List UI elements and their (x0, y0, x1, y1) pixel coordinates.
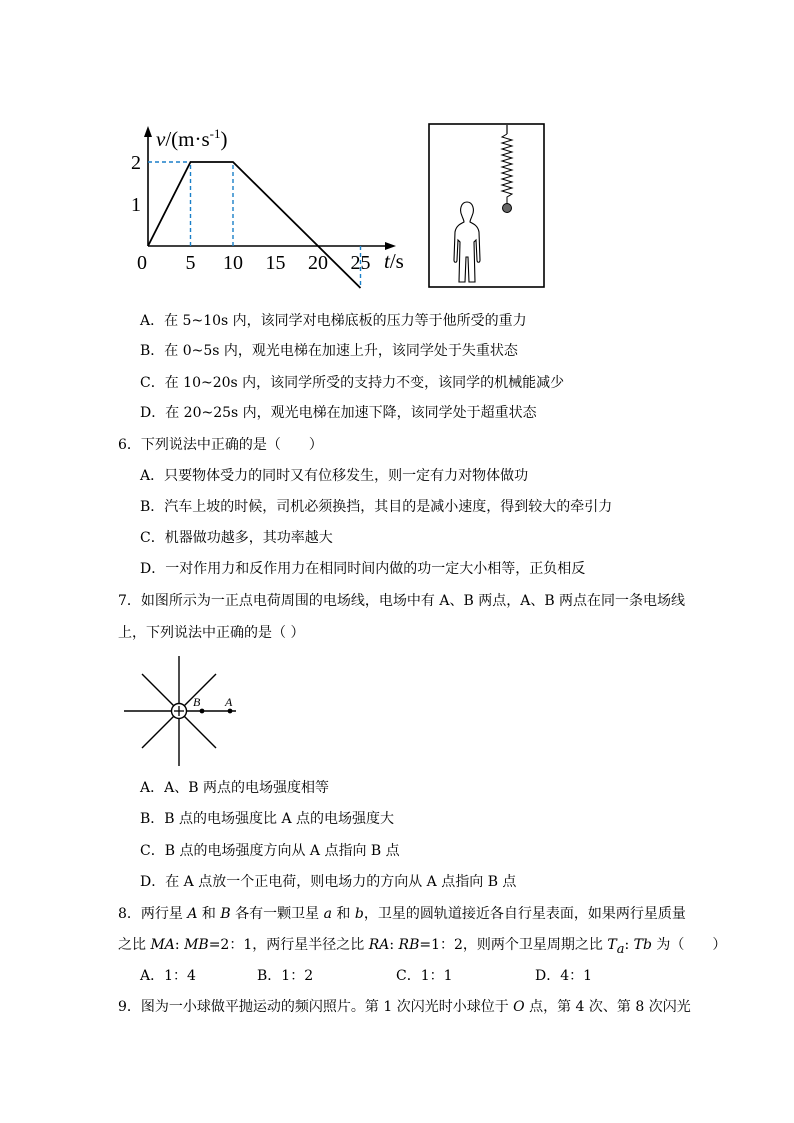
y-tick-label-2: 2 (131, 152, 141, 174)
q5-option-a: A．在 5~10s 内，该同学对电梯底板的压力等于他所受的重力 (140, 313, 527, 329)
q7-option-c: C．B 点的电场强度方向从 A 点指向 B 点 (140, 843, 400, 859)
q6-option-c: C．机器做功越多，其功率越大 (140, 530, 333, 546)
q8-option-c: C．1：1 (396, 968, 453, 984)
x-axis-label: t/s (384, 249, 404, 273)
q7-stem-line2: 上，下列说法中正确的是（ ） (118, 625, 305, 641)
q8-option-a: A．1：4 (140, 968, 196, 984)
x-tick-label-15: 15 (265, 252, 286, 274)
velocity-time-graph (130, 120, 420, 295)
q6-stem: 6．下列说法中正确的是（ ） (118, 437, 323, 453)
spring (502, 134, 512, 204)
q9-stem: 9．图为一小球做平抛运动的频闪照片。第 1 次闪光时小球位于 O 点，第 4 次、第 8 次闪光 (118, 999, 691, 1015)
q7-option-a: A．A、B 两点的电场强度相等 (140, 780, 329, 796)
q6-option-d: D．一对作用力和反作用力在相同时间内做的功一定大小相等，正负相反 (140, 561, 586, 577)
electric-field-diagram (118, 654, 248, 769)
x-tick-label-10: 10 (223, 252, 243, 274)
q7-option-d: D．在 A 点放一个正电荷，则电场力的方向从 A 点指向 B 点 (140, 874, 517, 890)
q6-option-a: A．只要物体受力的同时又有位移发生，则一定有力对物体做功 (140, 468, 529, 484)
q7-option-b: B．B 点的电场强度比 A 点的电场强度大 (140, 811, 395, 827)
point-a (228, 709, 233, 714)
velocity-line (148, 162, 361, 288)
x-tick-label-0: 0 (137, 252, 147, 274)
hanging-ball (503, 204, 512, 213)
y-tick-label-1: 1 (131, 194, 141, 216)
field-line-upper-left (142, 674, 174, 706)
x-tick-label-25: 25 (350, 252, 371, 274)
q5-option-d: D．在 20~25s 内，观光电梯在加速下降，该同学处于超重状态 (140, 405, 537, 421)
point-b-label: B (193, 695, 201, 709)
q5-option-b: B．在 0~5s 内，观光电梯在加速上升，该同学处于失重状态 (140, 343, 518, 359)
field-line-lower-left (142, 716, 174, 748)
q8-stem-line2: 之比 MA: MB=2：1，两行星半径之比 RA: RB=1：2，则两个卫星周期之比 $T_a$: Tb 为（ ） (118, 937, 727, 957)
q7-stem-line1: 7．如图所示为一正点电荷周围的电场线，电场中有 A、B 两点，A、B 两点在同一条电场线 (118, 593, 686, 609)
x-tick-label-5: 5 (185, 252, 196, 274)
x-tick-label-20: 20 (308, 252, 328, 274)
q8-stem-line1: 8．两行星 A 和 B 各有一颗卫星 a 和 b，卫星的圆轨道接近各自行星表面，如果两行星质量 (118, 906, 686, 922)
point-a-label: A (225, 695, 233, 709)
q6-option-b: B．汽车上坡的时候，司机必须换挡，其目的是减小速度，得到较大的牵引力 (140, 499, 613, 515)
q5-option-c: C．在 10~20s 内，该同学所受的支持力不变，该同学的机械能减少 (140, 375, 565, 391)
y-axis-arrow (144, 126, 152, 137)
person-silhouette (454, 202, 480, 282)
point-b (200, 709, 205, 714)
q8-option-b: B．1：2 (257, 968, 314, 984)
elevator-diagram (427, 122, 547, 290)
y-axis-label: $v/(m\cdot s^{-1})$ (156, 126, 228, 151)
graph-data-layer (131, 152, 371, 288)
q8-option-d: D．4：1 (535, 968, 593, 984)
field-line-lower-right (184, 716, 216, 748)
elevator-frame (429, 124, 544, 287)
